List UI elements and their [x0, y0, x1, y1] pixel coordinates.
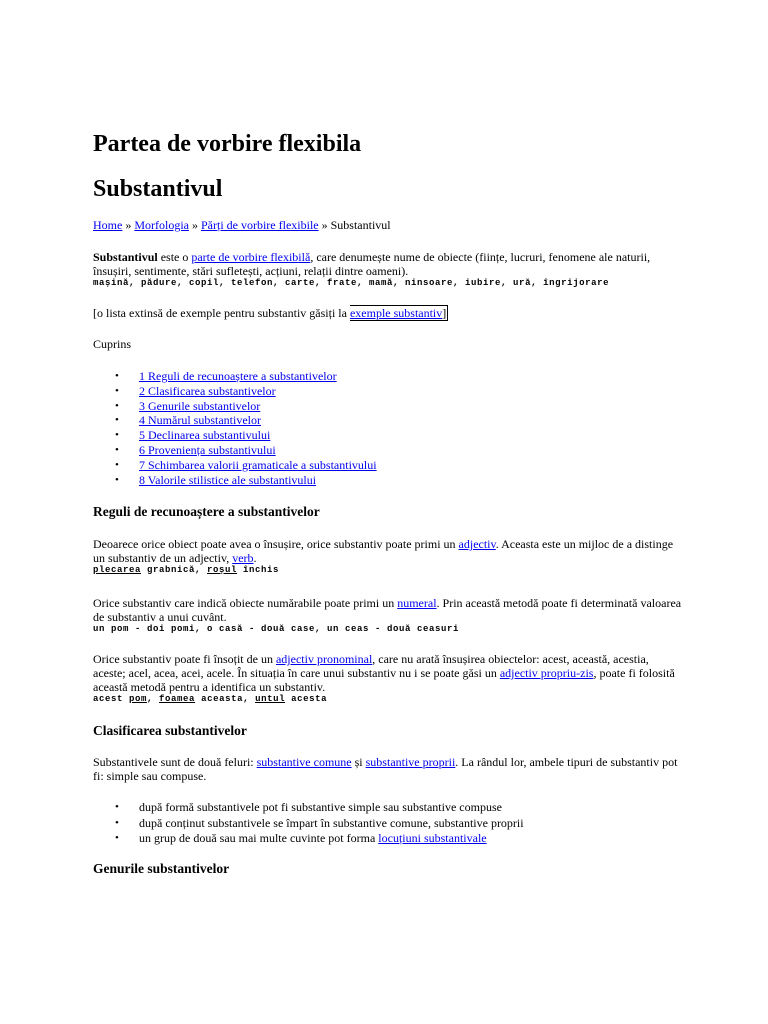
toc-link[interactable]: 5 Declinarea substantivului [139, 428, 271, 443]
toc-item [93, 473, 377, 488]
section-heading-clasificarea: Clasificarea substantivelor [93, 723, 247, 738]
example-noun: plecarea [93, 565, 142, 575]
breadcrumb [93, 217, 391, 233]
page-title: Partea de vorbire flexibila [93, 131, 362, 157]
intro-paragraph [93, 250, 683, 289]
parte-de-vorbire-link[interactable]: parte de vorbire flexibilă [191, 250, 311, 264]
list-item: • după formă substantivele pot fi substantive simple sau substantive compuse [93, 800, 524, 816]
section-heading-reguli: Reguli de recunoaștere a substantivelor [93, 504, 320, 519]
adjectiv-link[interactable]: adjectiv [458, 537, 496, 551]
breadcrumb-parti-link[interactable]: Părți de vorbire flexibile [200, 218, 319, 232]
toc-item [93, 443, 377, 458]
breadcrumb-separator: » [318, 218, 331, 232]
toc-link[interactable]: 2 Clasificarea substantivelor [139, 383, 276, 398]
example-text: acesta [285, 694, 328, 704]
intro-term: Substantivul [93, 250, 158, 264]
example-noun: pom [129, 694, 148, 704]
toc-item [93, 458, 377, 473]
adjectiv-propriu-zis-link[interactable]: adjectiv propriu-zis [499, 666, 594, 680]
intro-text: , care denumește nume de obiecte (ființe, lucruri, fenomene ale naturii, însușiri, sentimente, stări sufletești, acțiuni, relații dintre oameni). [93, 250, 651, 278]
extended-examples-note [93, 306, 683, 320]
toc-link[interactable]: 1 Reguli de recunoaștere a substantivelor [139, 369, 337, 383]
toc-item [93, 369, 377, 384]
toc-item [93, 399, 377, 414]
table-of-contents [93, 369, 377, 487]
example-line: un pom - doi pomi, o casă - două case, un ceas - două ceasuri [93, 624, 460, 634]
toc-link[interactable]: 7 Schimbarea valorii gramaticale a substantivului [139, 457, 377, 472]
exemple-substantiv-link[interactable]: exemple substantiv [349, 306, 443, 320]
intro-text: este o [157, 250, 192, 264]
example-text: , [147, 694, 160, 704]
toc-item [93, 384, 377, 399]
example-text: aceasta, [195, 694, 256, 704]
toc-item [93, 413, 377, 428]
example-text: grabnică, [141, 565, 208, 575]
paragraph-text: . La rândul lor, ambele tipuri de substantiv pot fi: simple sau compuse. [93, 755, 678, 783]
reguli-paragraph-1 [93, 537, 683, 576]
paragraph-text: Substantivele sunt de două feluri: [93, 755, 257, 769]
toc-link[interactable]: 3 Genurile substantivelor [139, 398, 261, 413]
breadcrumb-separator: » [122, 218, 135, 232]
adjectiv-pronominal-link[interactable]: adjectiv pronominal [275, 652, 373, 666]
toc-item [93, 428, 377, 443]
example-line [93, 565, 683, 576]
example-noun: untul [255, 694, 286, 704]
example-noun: foamea [159, 694, 196, 704]
reguli-paragraph-3 [93, 652, 683, 705]
paragraph-text: , poate fi folosită această metodă pentru a identifica un substantiv. [93, 666, 675, 694]
paragraph-text: . [253, 551, 257, 565]
clasificarea-paragraph [93, 755, 683, 783]
substantive-comune-link[interactable]: substantive comune [256, 755, 352, 769]
paragraph-text: și [351, 755, 366, 769]
paragraph-text: . Aceasta este un mijloc de a distinge un substantiv de un adjectiv, [93, 537, 674, 565]
example-text: acest [93, 694, 130, 704]
breadcrumb-morfologia-link[interactable]: Morfologia [134, 218, 189, 232]
verb-link[interactable]: verb [232, 551, 254, 565]
example-text: închis [237, 565, 280, 575]
breadcrumb-current: Substantivul [330, 218, 391, 232]
paragraph-text: Orice substantiv poate fi însoțit de un [93, 652, 276, 666]
clasificarea-list [93, 800, 524, 847]
list-item-text: un grup de două sau mai multe cuvinte pot forma [139, 831, 379, 845]
numeral-link[interactable]: numeral [397, 596, 437, 610]
paragraph-text: . Prin această metodă poate fi determinată valoarea de substantiv a unui cuvânt. [93, 596, 682, 624]
example-line [93, 694, 683, 705]
example-noun: roșul [207, 565, 238, 575]
toc-link[interactable]: 8 Valorile stilistice ale substantivului [139, 472, 317, 487]
locutiuni-substantivale-link[interactable]: locuțiuni substantivale [378, 831, 487, 845]
breadcrumb-separator: » [188, 218, 201, 232]
reguli-paragraph-2 [93, 596, 683, 635]
intro-examples: mașină, pădure, copil, telefon, carte, frate, mamă, ninsoare, iubire, ură, îngrijorare [93, 278, 610, 288]
extended-text: [o lista extinsă de exemple pentru substantiv găsiți la [93, 306, 350, 320]
section-heading-genurile: Genurile substantivelor [93, 861, 230, 876]
breadcrumb-home-link[interactable]: Home [93, 218, 123, 232]
list-item [93, 831, 524, 847]
page-subtitle: Substantivul [93, 176, 223, 202]
substantive-proprii-link[interactable]: substantive proprii [365, 755, 456, 769]
toc-title: Cuprins [93, 337, 132, 351]
extended-text: ] [442, 306, 447, 320]
toc-link[interactable]: 6 Proveniența substantivului [139, 442, 276, 457]
paragraph-text: Deoarece orice obiect poate avea o însușire, orice substantiv poate primi un [93, 537, 459, 551]
extended-link-box [350, 305, 448, 321]
toc-link[interactable]: 4 Numărul substantivelor [139, 413, 261, 428]
list-item: • după conținut substantivele se împart în substantive comune, substantive proprii [93, 816, 524, 832]
paragraph-text: Orice substantiv care indică obiecte numărabile poate primi un [93, 596, 398, 610]
paragraph-text: , care nu arată însușirea obiectelor: acest, această, acestia, aceste; acel, acea, acei, acele. În situația în care unui substantiv nu i se poate găsi un [93, 652, 649, 680]
